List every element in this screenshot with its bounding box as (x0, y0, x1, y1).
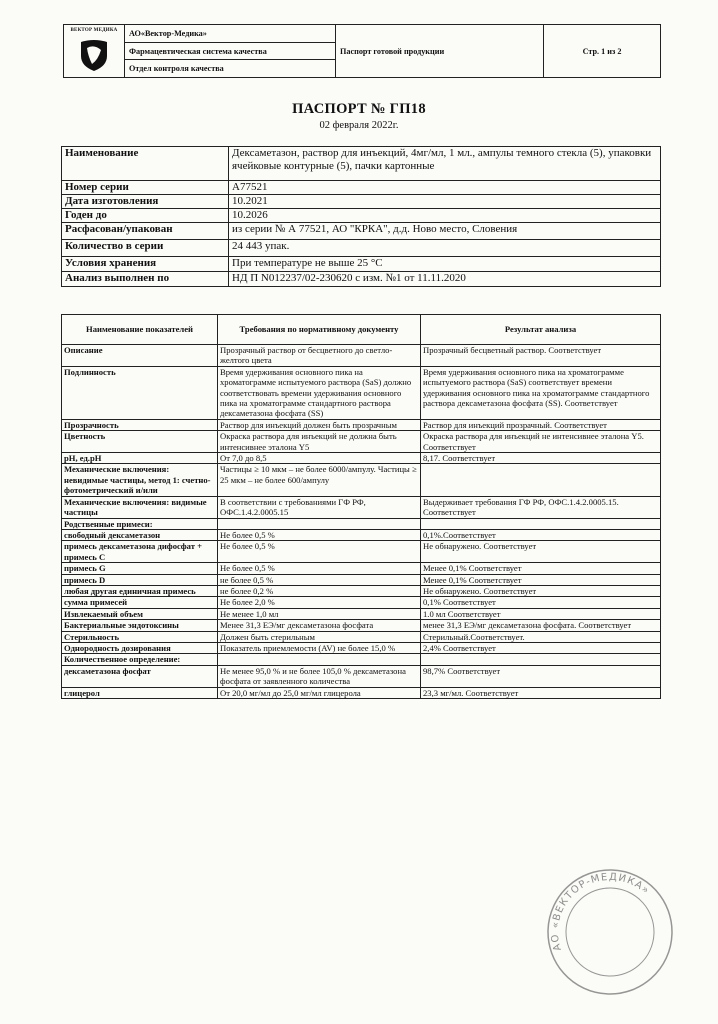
cell-result (421, 518, 661, 529)
table-row (62, 518, 661, 529)
info-key: Расфасован/упакован (62, 223, 229, 240)
cell-requirement: не более 0,2 % (218, 585, 421, 596)
cell-requirement: Раствор для инъекций должен быть прозрачным (218, 419, 421, 430)
cell-result: Окраска раствора для инъекций не интенсивнее эталона Y5. Соответствует (421, 431, 661, 453)
info-row (62, 240, 661, 257)
document-header (63, 24, 661, 78)
table-row (62, 541, 661, 563)
cell-indicator: Подлинность (62, 366, 218, 419)
table-row (62, 620, 661, 631)
table-row (62, 642, 661, 653)
company-logo (64, 25, 125, 77)
table-row (62, 631, 661, 642)
info-row (62, 257, 661, 272)
info-row (62, 223, 661, 240)
cell-result: Не обнаружено. Соответствует (421, 585, 661, 596)
cell-requirement: Время удерживания основного пика на хроматограмме испытуемого раствора (SaS) должно соответствовать времени удерживания основного пика на хроматограмме стандартного раствора дексаметазона фосфата (SS) (218, 366, 421, 419)
cell-indicator: примесь G (62, 563, 218, 574)
cell-result: Выдерживает требования ГФ РФ, ОФС.1.4.2.0005.15. Соответствует (421, 496, 661, 518)
cell-indicator: Извлекаемый объем (62, 608, 218, 619)
stamp-text: АО «ВЕКТОР-МЕДИКА» (549, 871, 652, 953)
info-key: Наименование (62, 147, 229, 181)
table-row (62, 585, 661, 596)
document-date: 02 февраля 2022г. (319, 120, 399, 131)
table-row (62, 529, 661, 540)
cell-result: Прозрачный бесцветный раствор. Соответствует (421, 345, 661, 367)
info-value: из серии № А 77521, АО "КРКА", д.д. Ново место, Словения (229, 223, 661, 240)
cell-indicator: сумма примесей (62, 597, 218, 608)
info-row (62, 147, 661, 181)
cell-result: Стерильный.Соответствует. (421, 631, 661, 642)
cell-indicator: Механические включения: видимые частицы (62, 496, 218, 518)
cell-requirement (218, 518, 421, 529)
logo-emblem-icon (78, 38, 110, 72)
organization-block (125, 25, 336, 77)
cell-requirement: От 20,0 мг/мл до 25,0 мг/мл глицерола (218, 687, 421, 698)
cell-requirement: От 7,0 до 8,5 (218, 453, 421, 464)
cell-requirement: Не более 0,5 % (218, 529, 421, 540)
cell-result: Менее 0,1% Соответствует (421, 563, 661, 574)
header-indicator: Наименование показателей (62, 315, 218, 345)
table-row (62, 687, 661, 698)
cell-indicator: дексаметазона фосфат (62, 665, 218, 687)
department: Отдел контроля качества (125, 59, 335, 77)
cell-indicator: pH, ед.pH (62, 453, 218, 464)
product-info-table (61, 146, 661, 287)
cell-indicator: глицерол (62, 687, 218, 698)
cell-result: Время удерживания основного пика на хроматограмме испытуемого раствора (SaS) соответствует времени удерживания основного пика на хроматограмме стандартного раствора дексаметазона фосфата (SS). Соответствует (421, 366, 661, 419)
header-result: Результат анализа (421, 315, 661, 345)
cell-result: 8,17. Соответствует (421, 453, 661, 464)
cell-requirement: Не более 2,0 % (218, 597, 421, 608)
info-key: Условия хранения (62, 257, 229, 272)
company-name: АО«Вектор-Медика» (129, 28, 207, 38)
cell-requirement: Не менее 95,0 % и не более 105,0 % дексаметазона фосфата от заявленного количества (218, 665, 421, 687)
cell-requirement: не более 0,5 % (218, 574, 421, 585)
info-row (62, 181, 661, 195)
cell-result: 23,3 мг/мл. Соответствует (421, 687, 661, 698)
cell-indicator: Однородность дозирования (62, 642, 218, 653)
info-row (62, 209, 661, 223)
table-row (62, 431, 661, 453)
document-title: ПАСПОРТ № ГП18 (292, 101, 426, 117)
cell-result (421, 464, 661, 496)
cell-result: 1.0 мл Соответствует (421, 608, 661, 619)
header-requirement: Требования по нормативному документу (218, 315, 421, 345)
cell-requirement: Должен быть стерильным (218, 631, 421, 642)
cell-result: 2,4% Соответствует (421, 642, 661, 653)
document-type: Паспорт готовой продукции (336, 25, 544, 77)
table-row (62, 563, 661, 574)
cell-result: Раствор для инъекций прозрачный. Соответствует (421, 419, 661, 430)
info-row (62, 272, 661, 287)
info-value: А77521 (229, 181, 661, 195)
info-value: При температуре не выше 25 °С (229, 257, 661, 272)
cell-indicator: Родственные примеси: (62, 518, 218, 529)
table-row (62, 654, 661, 665)
cell-indicator: Механические включения: невидимые частицы, метод 1: счетно-фотометрический и/или (62, 464, 218, 496)
cell-requirement: Прозрачный раствор от бесцветного до светло-желтого цвета (218, 345, 421, 367)
info-value: Дексаметазон, раствор для инъекций, 4мг/мл, 1 мл., ампулы темного стекла (5), упаковки ячейковые контурные (5), пачки картонные (229, 147, 661, 181)
cell-indicator: примесь дексаметазона дифосфат + примесь С (62, 541, 218, 563)
cell-indicator: любая другая единичная примесь (62, 585, 218, 596)
info-value: НД П N012237/02-230620 с изм. №1 от 11.11.2020 (229, 272, 661, 287)
info-key: Количество в серии (62, 240, 229, 257)
logo-caption: ВЕКТОР МЕДИКА (70, 28, 118, 33)
table-row (62, 464, 661, 496)
cell-requirement: Не более 0,5 % (218, 563, 421, 574)
cell-result: 0,1%.Соответствует (421, 529, 661, 540)
cell-result: менее 31,3 ЕЭ/мг дексаметазона фосфата. Соответствует (421, 620, 661, 631)
info-row (62, 195, 661, 209)
info-value: 10.2021 (229, 195, 661, 209)
table-row (62, 419, 661, 430)
cell-indicator: Количественное определение: (62, 654, 218, 665)
cell-result: 0,1% Соответствует (421, 597, 661, 608)
info-key: Анализ выполнен по (62, 272, 229, 287)
page-number: Стр. 1 из 2 (582, 46, 622, 56)
cell-indicator: Описание (62, 345, 218, 367)
cell-indicator: примесь D (62, 574, 218, 585)
table-row (62, 574, 661, 585)
cell-result: Менее 0,1% Соответствует (421, 574, 661, 585)
table-row (62, 366, 661, 419)
cell-requirement: Не более 0,5 % (218, 541, 421, 563)
cell-indicator: Стерильность (62, 631, 218, 642)
cell-requirement: Не менее 1,0 мл (218, 608, 421, 619)
round-stamp (540, 852, 680, 1012)
cell-requirement: Менее 31,3 ЕЭ/мг дексаметазона фосфата (218, 620, 421, 631)
cell-indicator: Цветность (62, 431, 218, 453)
quality-system: Фармацевтическая система качества (125, 42, 335, 60)
table-row (62, 345, 661, 367)
info-key: Номер серии (62, 181, 229, 195)
cell-requirement: Частицы ≥ 10 мкм – не более 6000/ампулу. Частицы ≥ 25 мкм – не более 600/ампулу (218, 464, 421, 496)
table-row (62, 453, 661, 464)
cell-indicator: Прозрачность (62, 419, 218, 430)
cell-result: Не обнаружено. Соответствует (421, 541, 661, 563)
cell-result (421, 654, 661, 665)
table-row (62, 665, 661, 687)
info-value: 24 443 упак. (229, 240, 661, 257)
cell-result: 98,7% Соответствует (421, 665, 661, 687)
cell-requirement: Окраска раствора для инъекций не должна быть интенсивнее эталона Y5 (218, 431, 421, 453)
cell-indicator: свободный дексаметазон (62, 529, 218, 540)
cell-requirement (218, 654, 421, 665)
info-value: 10.2026 (229, 209, 661, 223)
analysis-table (61, 314, 661, 699)
info-key: Дата изготовления (62, 195, 229, 209)
table-row (62, 496, 661, 518)
cell-requirement: В соответствии с требованиями ГФ РФ, ОФС.1.4.2.0005.15 (218, 496, 421, 518)
cell-indicator: Бактериальные эндотоксины (62, 620, 218, 631)
table-row (62, 608, 661, 619)
info-key: Годен до (62, 209, 229, 223)
cell-requirement: Показатель приемлемости (AV) не более 15,0 % (218, 642, 421, 653)
table-row (62, 597, 661, 608)
